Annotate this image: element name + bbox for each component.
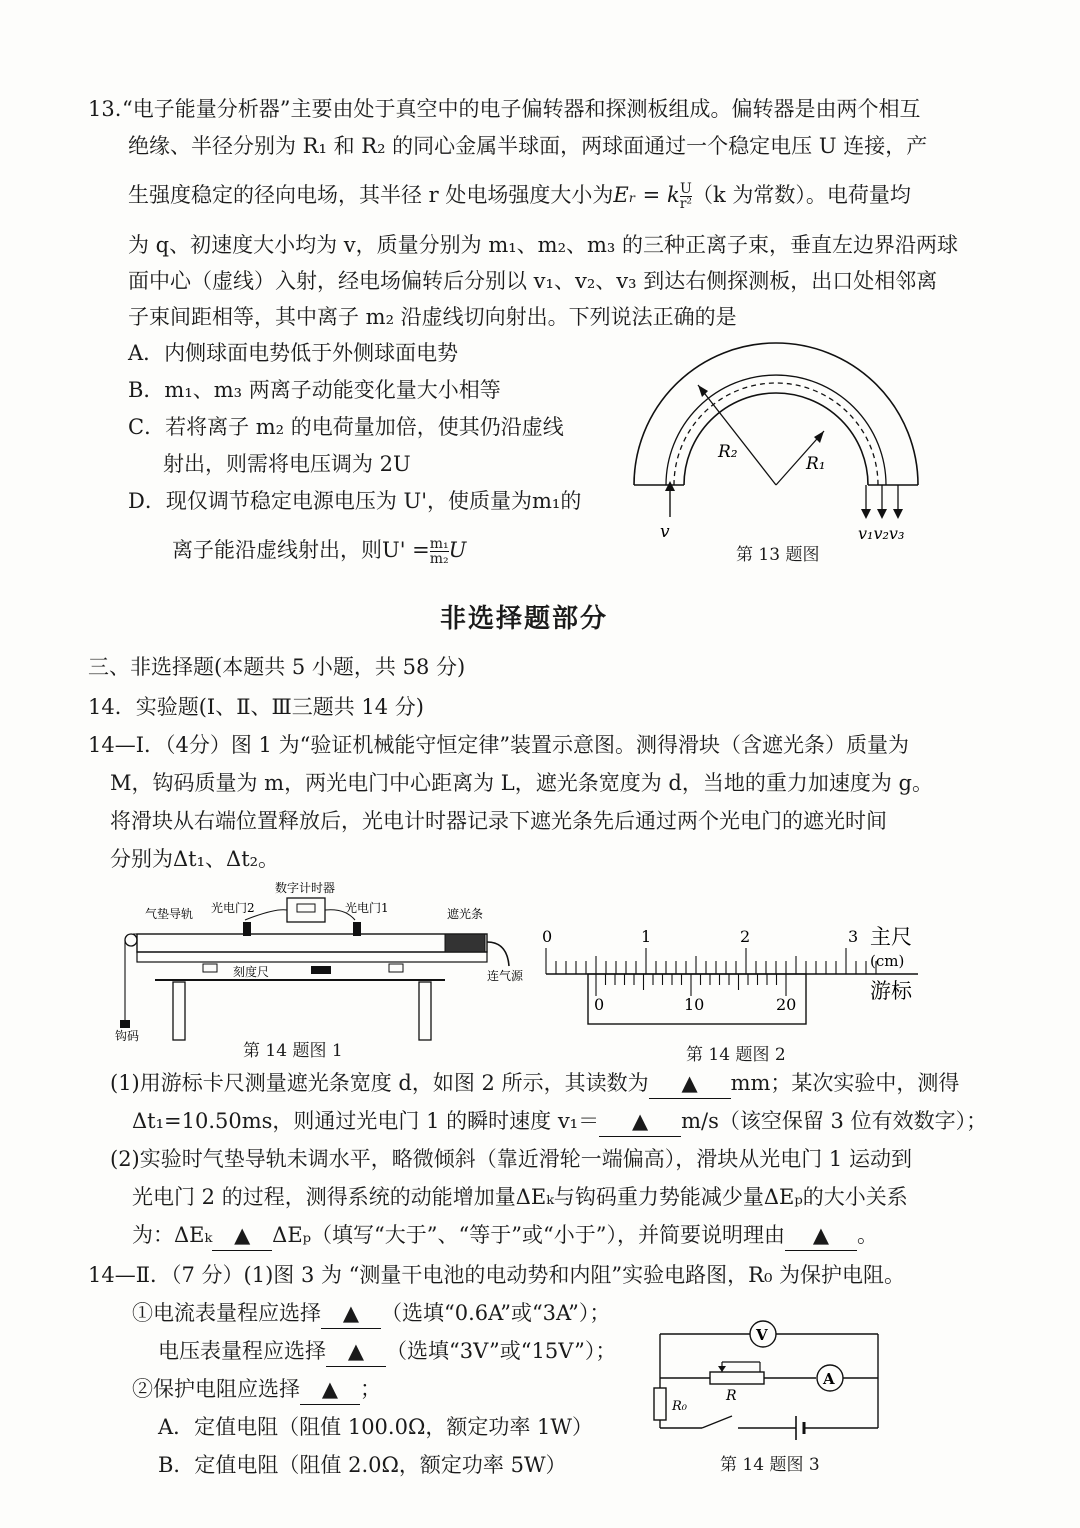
q14-2-s3b: ； — [360, 1377, 381, 1401]
main-tick-2: 2 — [740, 927, 751, 946]
radius-r2 — [698, 385, 776, 485]
q13-formula: Eᵣ = k — [613, 183, 680, 207]
q14-1-sub1-line1 — [110, 1068, 959, 1099]
answer-blank-resistor[interactable]: ▲ — [300, 1374, 360, 1405]
fig13-caption: 第 13 题图 — [736, 545, 820, 565]
fig1-rail-label: 气垫导轨 — [145, 907, 194, 921]
q13-frac-top: U — [679, 181, 692, 197]
q14-1-line1: 14—Ⅰ．（4分）图 1 为“验证机械能守恒定律”装置示意图。测得滑块（含遮光条）质量为 — [88, 733, 910, 757]
main-scale-label: 主尺 — [870, 925, 912, 949]
q13-line5: 面中心（虚线）入射，经电场偏转后分别以 v₁、v₂、v₃ 到达右侧探测板，出口处相邻离 — [128, 269, 938, 293]
q14-2-line1 — [88, 1260, 905, 1290]
q14-1-sub2c1: 为：ΔEₖ — [132, 1223, 213, 1247]
fig1-gate1-label: 光电门1 — [345, 901, 389, 915]
section-title: 非选择题部分 — [440, 604, 609, 634]
q14-2-s3a: ②保护电阻应选择 — [132, 1377, 300, 1401]
ammeter-label: A — [823, 1370, 835, 1388]
q14-1-sub1d: m/s（该空保留 3 位有效数字）； — [681, 1109, 988, 1133]
answer-blank-ammeter[interactable]: ▲ — [321, 1298, 381, 1329]
hanging-weight — [120, 1020, 130, 1028]
q13-frac-bottom: r² — [679, 196, 692, 212]
q14-1-line2: M，钩码质量为 m，两光电门中心距离为 L，遮光条宽度为 d，当地的重力加速度为 g。 — [110, 771, 933, 795]
q14-2-line1a: 14—Ⅱ．（7 分）(1)图 3 为 “测量干电池的电动势和内阻”实验电路图， — [88, 1263, 749, 1287]
vernier-tick-10: 10 — [684, 995, 705, 1014]
q14-2-s2a: 电压表量程应选择 — [158, 1339, 326, 1363]
main-tick-3: 3 — [848, 927, 859, 946]
mid-arc-solid-1 — [666, 375, 886, 485]
q14-1-sub2-line1: (2)实验时气垫导轨未调水平，略微倾斜（靠近滑轮一端偏高），滑块从光电门 1 运动到 — [110, 1147, 912, 1171]
q14-2-option-a: A．定值电阻（阻值 100.0Ω，额定功率 1W） — [158, 1415, 593, 1439]
q13-line2: 绝缘、半径分别为 R₁ 和 R₂ 的同心金属半球面，两球面通过一个稳定电压 U 连接，产 — [128, 134, 928, 158]
q13-option-c2: 射出，则需将电压调为 2U — [163, 452, 411, 476]
q14-1-sub2c3: 。 — [856, 1223, 878, 1247]
q14-1-sub2c2: ΔEₚ（填写“大于”、“等于”或“小于”），并简要说明理由 — [272, 1223, 785, 1247]
unit-label: (cm) — [870, 952, 905, 970]
fig1-gate2-label: 光电门2 — [211, 901, 255, 915]
q14-1-sub1b: mm；某次实验中，测得 — [730, 1071, 960, 1095]
mid-arc-dashed — [674, 383, 878, 485]
main-tick-1: 1 — [641, 927, 652, 946]
r0-label: R₀ — [672, 1399, 687, 1414]
q13-option-a: A．内侧球面电势低于外侧球面电势 — [128, 341, 459, 365]
q13-option-d1: D．现仅调节稳定电源电压为 U'，使质量为m₁的 — [128, 489, 582, 513]
label-v: v — [660, 522, 670, 542]
label-v123: v₁v₂v₃ — [858, 524, 905, 543]
answer-blank-voltmeter[interactable]: ▲ — [326, 1336, 386, 1367]
vernier-tick-20: 20 — [776, 995, 797, 1014]
q14-1-sub1a: (1)用游标卡尺测量遮光条宽度 d，如图 2 所示，其读数为 — [110, 1071, 649, 1095]
fig14-3-caption: 第 14 题图 3 — [720, 1455, 820, 1475]
voltmeter-label: V — [756, 1326, 768, 1344]
digital-timer — [287, 898, 325, 922]
mid-arc-solid-3 — [680, 389, 872, 485]
q14-figure2 — [538, 924, 938, 1034]
vernier-tick-0: 0 — [594, 995, 605, 1014]
q13-option-b: B．m₁、m₃ 两离子动能变化量大小相等 — [128, 378, 501, 402]
fig1-weight-label: 钩码 — [115, 1029, 140, 1043]
scale-bar — [137, 952, 487, 962]
q14-1-sub2-line3 — [132, 1220, 878, 1251]
rheostat — [710, 1372, 764, 1384]
q13-line3 — [128, 180, 911, 211]
q14-1-line4: 分别为Δt₁、Δt₂。 — [110, 847, 280, 871]
q14-2-s2 — [158, 1336, 616, 1367]
q14-2-line1b: R₀ 为保护电阻。 — [748, 1263, 906, 1287]
protective-resistor — [654, 1388, 666, 1420]
q13-line3a: 生强度稳定的径向电场，其半径 r 处电场强度大小为 — [128, 183, 614, 207]
q13-option-d2-text: 离子能沿虚线射出，则U' = — [172, 538, 430, 562]
q14-2-s2b: （选填“3V”或“15V”）； — [386, 1339, 617, 1363]
switch — [702, 1416, 732, 1428]
inner-hemisphere — [684, 393, 868, 485]
q14-1-sub1c: Δt₁=10.50ms，则通过光电门 1 的瞬时速度 v₁＝ — [132, 1109, 600, 1133]
vernier-label: 游标 — [870, 979, 912, 1003]
q14-1-sub2-line2: 光电门 2 的过程，测得系统的动能增加量ΔEₖ与钩码重力势能减少量ΔEₚ的大小关系 — [132, 1185, 908, 1209]
q13-figure — [620, 345, 920, 565]
fig1-strip-label: 遮光条 — [447, 907, 484, 921]
rheostat-label: R — [726, 1388, 737, 1404]
slider — [445, 934, 485, 952]
q13-line6: 子束间距相等，其中离子 m₂ 沿虚线切向射出。下列说法正确的是 — [128, 305, 737, 329]
q13-d-frac-top: m₁ — [429, 536, 449, 552]
q13-line3b: （k 为常数）。电荷量均 — [692, 183, 911, 207]
vernier-scale-ticks — [596, 974, 786, 996]
q14-2-s1b: （选填“0.6A”或“3A”）； — [381, 1301, 611, 1325]
q13-frac — [680, 182, 692, 211]
air-rail — [137, 934, 487, 952]
q13-line1: “电子能量分析器”主要由处于真空中的电子偏转器和探测板组成。偏转器是由两个相互 — [122, 97, 921, 121]
main-tick-0: 0 — [542, 927, 553, 946]
label-r1: R₁ — [806, 454, 826, 474]
q14-2-s1 — [132, 1298, 610, 1329]
fig1-scale-label: 刻度尺 — [233, 965, 270, 979]
fig1-timer-label: 数字计时器 — [275, 881, 336, 895]
answer-blank-d[interactable]: ▲ — [649, 1068, 731, 1099]
q13-option-d2 — [172, 535, 466, 566]
fig14-1-caption: 第 14 题图 1 — [243, 1041, 343, 1061]
q13-d-frac — [430, 537, 449, 566]
q13-number: 13. — [88, 97, 122, 121]
q13-option-c1: C．若将离子 m₂ 的电荷量加倍，使其仍沿虚线 — [128, 415, 564, 439]
q14-2-s3 — [132, 1374, 381, 1405]
q14-2-option-b: B．定值电阻（阻值 2.0Ω，额定功率 5W） — [158, 1453, 567, 1477]
q13-line4: 为 q、初速度大小均为 v，质量分别为 m₁、m₂、m₃ 的三种正离子束，垂直左边界沿两球 — [128, 233, 958, 257]
label-r2: R₂ — [718, 442, 738, 462]
part3-heading: 三、非选择题(本题共 5 小题，共 58 分) — [88, 655, 466, 679]
q14-figure3 — [650, 1318, 890, 1448]
q13-d-tail: U — [448, 538, 467, 562]
q14-figure1 — [115, 880, 535, 1043]
fig14-2-caption: 第 14 题图 2 — [686, 1045, 786, 1065]
answer-blank-compare[interactable]: ▲ — [212, 1220, 272, 1251]
q14-heading: 14．实验题(Ⅰ、Ⅱ、Ⅲ三题共 14 分) — [88, 695, 424, 719]
q13-d-frac-bottom: m₂ — [429, 551, 449, 567]
fig1-air-label: 连气源 — [487, 969, 524, 983]
answer-blank-reason[interactable]: ▲ — [785, 1220, 857, 1251]
answer-blank-v1[interactable]: ▲ — [599, 1106, 681, 1137]
q14-1-line3: 将滑块从右端位置释放后，光电计时器记录下遮光条先后通过两个光电门的遮光时间 — [110, 809, 887, 833]
q14-2-s1a: ①电流表量程应选择 — [132, 1301, 321, 1325]
q14-1-sub1-line2 — [132, 1106, 987, 1137]
main-scale-ticks — [546, 948, 876, 974]
